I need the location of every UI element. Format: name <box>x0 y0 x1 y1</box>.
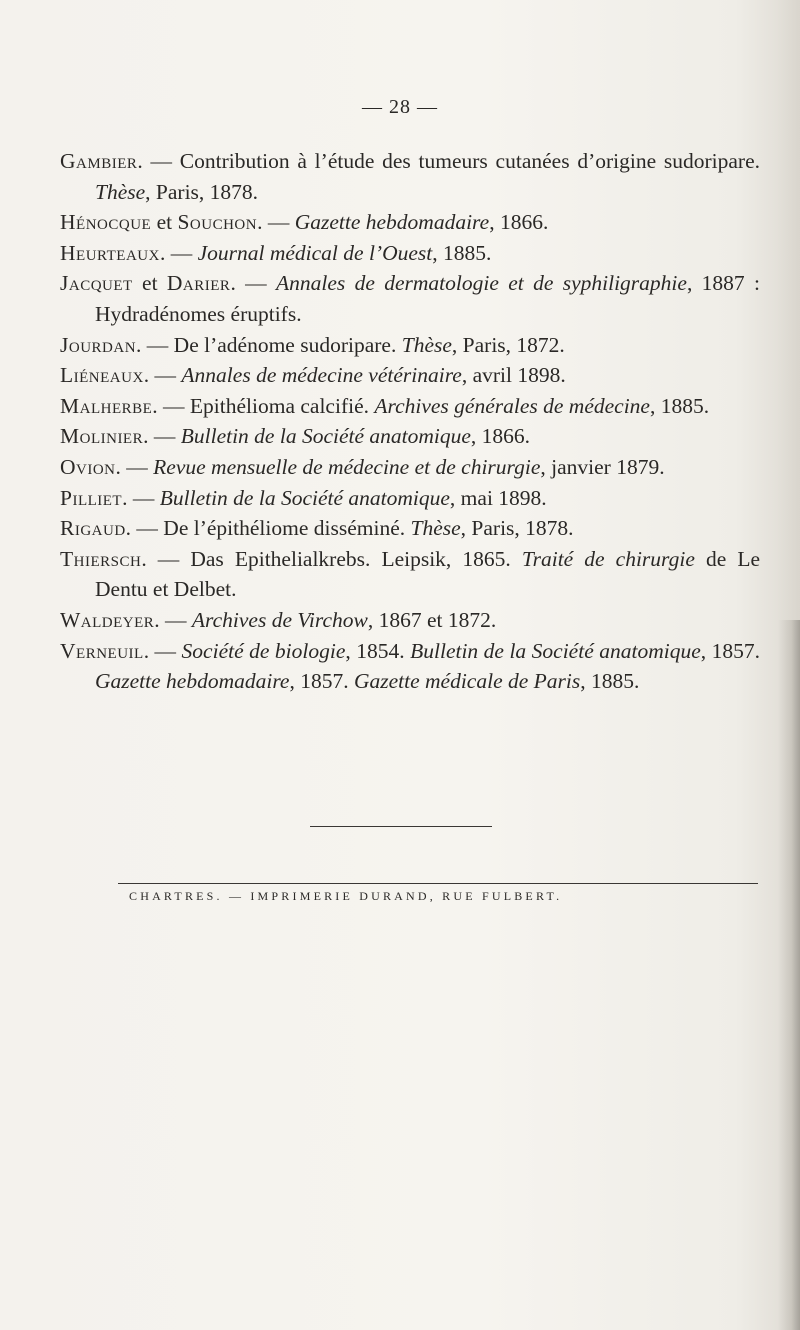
entry-text: , 1866. <box>489 210 549 235</box>
entry-text: . — <box>143 638 182 663</box>
bibliography-entry <box>60 268 760 329</box>
entry-text: , Paris, 1878. <box>145 179 259 204</box>
entry-author: Molinier <box>60 424 144 449</box>
entry-text: , 1887 : Hydradénomes éruptifs. <box>95 271 760 326</box>
entry-text: , 1857. <box>700 638 761 663</box>
entry-text: , 1885. <box>649 393 710 418</box>
entry-text: . — <box>122 485 160 510</box>
entry-author: Jacquet <box>60 271 133 296</box>
entry-text: . — <box>257 210 295 235</box>
entry-text: , 1885. <box>432 240 492 265</box>
entry-text: , 1867 et 1872. <box>367 607 497 632</box>
entry-title: Annales de dermatologie et de syphiligraphie <box>276 271 687 296</box>
entry-text: , 1885. <box>580 669 640 694</box>
entry-title: Thèse <box>95 179 146 204</box>
entry-title: Journal médical de l’Ouest <box>197 240 433 265</box>
entry-text: . — <box>154 607 192 632</box>
entry-author: Malherbe <box>60 393 153 418</box>
entry-title: Bulletin de la Société anatomique <box>410 638 701 663</box>
entry-title: Gazette médicale de Paris <box>353 669 581 694</box>
bibliography-list <box>60 146 760 697</box>
bibliography-entry <box>60 636 760 697</box>
bibliography-entry <box>60 330 760 361</box>
entry-title: Thèse <box>401 332 452 357</box>
entry-coauthor: Darier <box>166 271 231 296</box>
entry-author: Thiersch <box>60 546 142 571</box>
entry-title: Société de biologie <box>181 638 346 663</box>
entry-coauthor: Souchon <box>177 210 258 235</box>
entry-text: . — <box>143 363 182 388</box>
bibliography-entry <box>60 452 760 483</box>
entry-text: , 1854. <box>345 638 411 663</box>
entry-text: , Paris, 1872. <box>451 332 565 357</box>
entry-title: Bulletin de la Société anatomique <box>180 424 471 449</box>
bibliography-entry <box>60 544 760 605</box>
bibliography-entry <box>60 483 760 514</box>
entry-text: . — Epithélioma calcifié. <box>152 393 375 418</box>
entry-text: , 1857. <box>289 669 354 694</box>
entry-text: , janvier 1879. <box>540 454 665 479</box>
colophon-rule <box>118 883 758 884</box>
entry-text: . — <box>230 271 276 296</box>
entry-author: Heurteaux <box>60 240 160 265</box>
entry-text: . — De l’épithéliome disséminé. <box>125 516 411 541</box>
entry-text: . — De l’adénome sudoripare. <box>136 332 402 357</box>
entry-author: Jourdan <box>60 332 137 357</box>
printer-colophon: CHARTRES. — IMPRIMERIE DURAND, RUE FULBERT. <box>129 889 563 903</box>
entry-text: . — <box>159 240 198 265</box>
entry-title: Bulletin de la Société anatomique <box>159 485 450 510</box>
entry-author: Gambier <box>60 149 138 173</box>
entry-author: Rigaud <box>60 516 126 541</box>
entry-text: . — Contribution à l’étude des tumeurs cutanées d’origine sudoripare. <box>137 149 760 173</box>
entry-text: , mai 1898. <box>449 485 547 510</box>
entry-text: . — Das Epithelialkrebs. Leipsik, 1865. <box>141 546 522 571</box>
entry-author: Waldeyer <box>60 607 155 632</box>
bibliography-entry <box>60 421 760 452</box>
bibliography-entry <box>60 360 760 391</box>
bibliography-entry <box>60 513 760 544</box>
entry-title: Thèse <box>410 516 461 541</box>
entry-text: . — <box>115 454 154 479</box>
entry-title: Gazette hebdomadaire <box>294 210 490 235</box>
entry-title: Archives générales de médecine <box>374 393 650 418</box>
entry-title: Annales de médecine vétérinaire <box>181 363 462 388</box>
entry-author: Ovion <box>60 454 116 479</box>
bibliography-entry <box>60 146 760 207</box>
end-rule <box>310 826 492 827</box>
page-number: — 28 — <box>362 96 438 118</box>
bibliography-entry <box>60 207 760 238</box>
entry-author: Verneuil <box>60 638 144 663</box>
entry-title: Traité de chirurgie <box>521 546 695 571</box>
entry-author: Liéneaux <box>60 363 144 388</box>
entry-text: , 1866. <box>470 424 531 449</box>
entry-text: . — <box>143 424 181 449</box>
entry-author: Hénocque <box>60 210 152 235</box>
page-edge-shadow <box>778 620 800 1330</box>
bibliography-entry <box>60 238 760 269</box>
bibliography-entry <box>60 605 760 636</box>
entry-text: et <box>151 210 178 235</box>
entry-text: de Le Dentu et Delbet. <box>95 546 761 602</box>
entry-title: Archives de Virchow <box>191 607 368 632</box>
entry-text: , avril 1898. <box>461 363 566 388</box>
entry-text: , Paris, 1878. <box>460 516 574 541</box>
entry-title: Gazette hebdomadaire <box>95 669 290 694</box>
bibliography-entry <box>60 391 760 422</box>
entry-author: Pilliet <box>60 485 123 510</box>
entry-title: Revue mensuelle de médecine et de chirurgie <box>153 454 541 479</box>
entry-text: et <box>132 271 167 296</box>
